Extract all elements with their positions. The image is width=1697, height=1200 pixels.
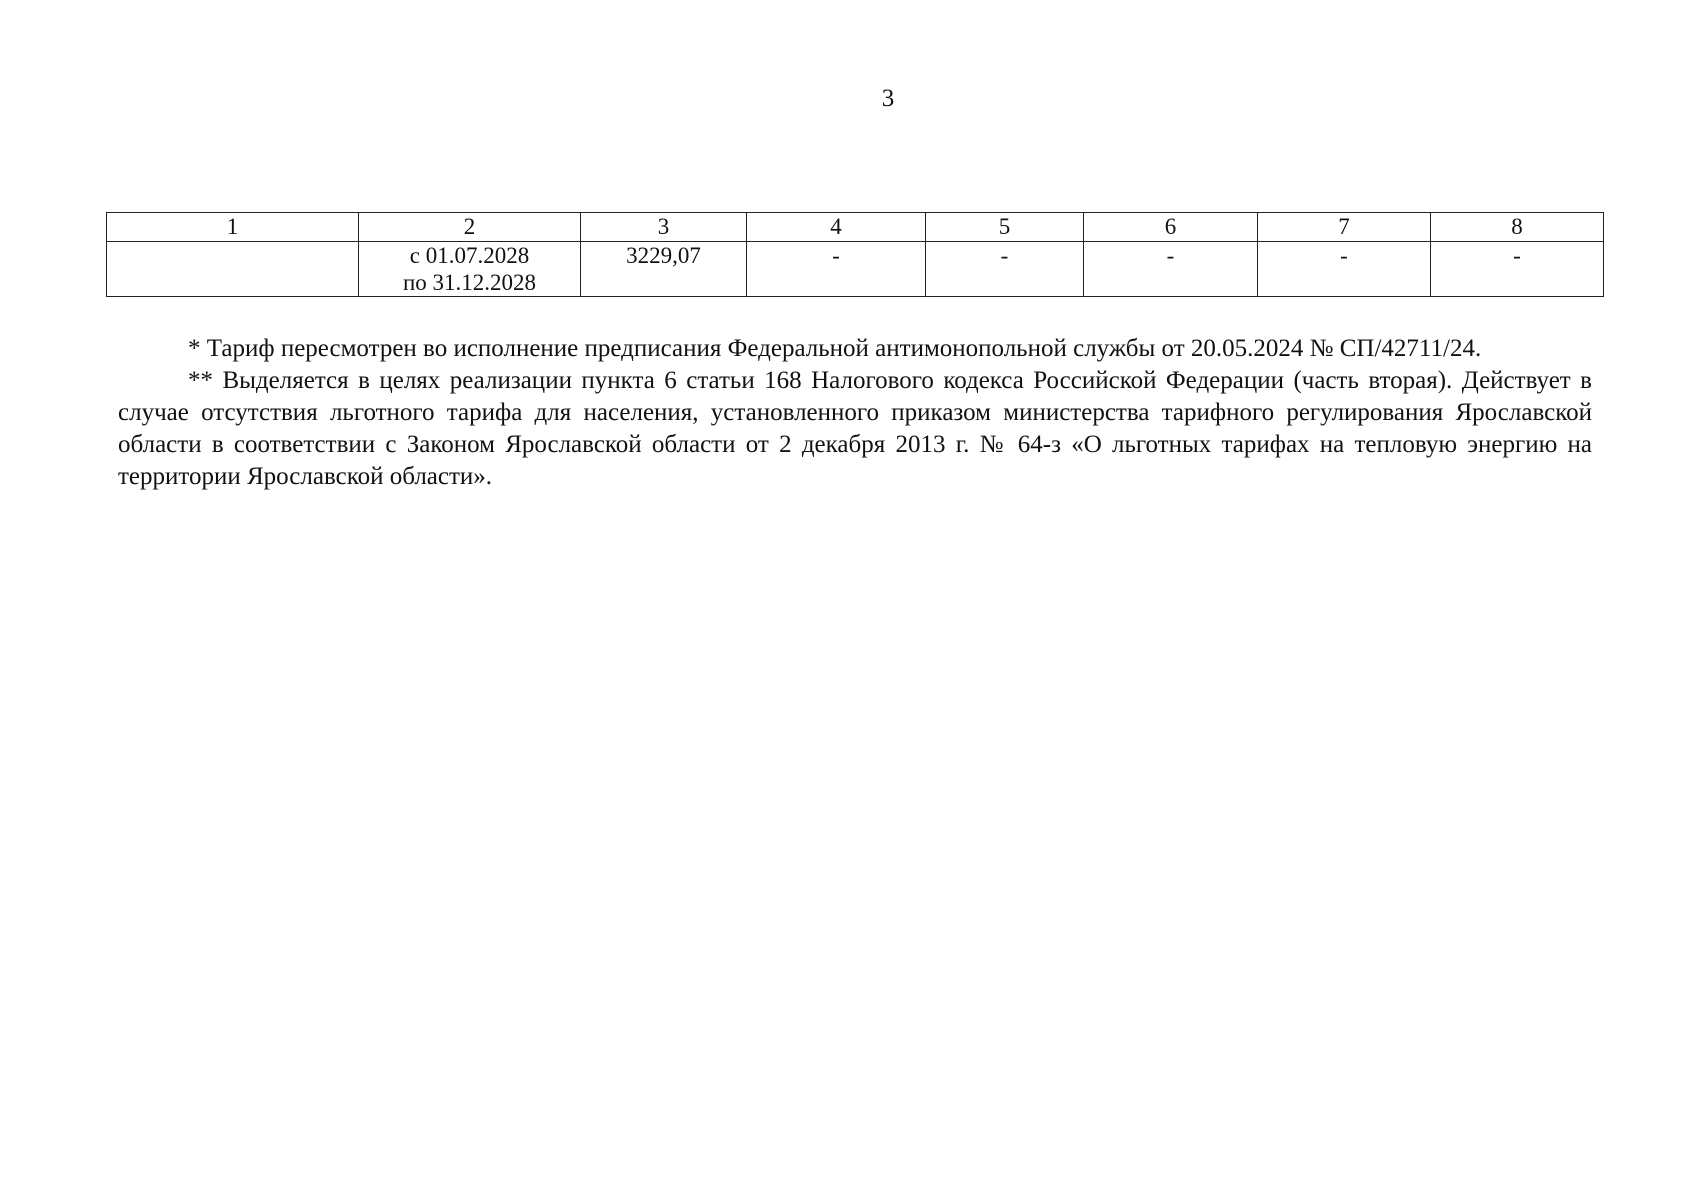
cell-tariff-value: 3229,07 xyxy=(581,242,747,297)
column-number-3: 3 xyxy=(581,213,747,242)
cell-col1 xyxy=(107,242,359,297)
cell-col8: - xyxy=(1431,242,1604,297)
cell-col6: - xyxy=(1084,242,1258,297)
period-to: по 31.12.2028 xyxy=(402,270,537,295)
footnote-1: * Тариф пересмотрен во исполнение предписания Федеральной антимонопольной службы от 20.05.2024 № СП/42711/24. xyxy=(188,335,1482,362)
cell-col5: - xyxy=(926,242,1084,297)
page-number: 3 xyxy=(881,85,895,112)
tariff-table xyxy=(106,212,1604,297)
cell-col7: - xyxy=(1258,242,1431,297)
cell-period xyxy=(359,242,581,297)
table-row xyxy=(107,242,1604,297)
cell-col4: - xyxy=(747,242,926,297)
column-number-5: 5 xyxy=(926,213,1084,242)
column-number-1: 1 xyxy=(107,213,359,242)
column-number-2: 2 xyxy=(359,213,581,242)
column-number-6: 6 xyxy=(1084,213,1258,242)
table-header-row xyxy=(107,213,1604,242)
period-from: с 01.07.2028 xyxy=(409,243,530,268)
footnote-2: ** Выделяется в целях реализации пункта 6 статьи 168 Налогового кодекса Российской Федерации (часть вторая). Действует в случае отсутствия льготного тарифа для населения, установленного приказом министерства тарифного регулирования Ярославской области в соответствии с Законом Ярославской области от 2 декабря 2013 г. № 64-з «О льготных тарифах на тепловую энергию на территории Ярославской области». xyxy=(118,367,1592,490)
column-number-8: 8 xyxy=(1431,213,1604,242)
footnotes xyxy=(118,333,1592,493)
column-number-7: 7 xyxy=(1258,213,1431,242)
column-number-4: 4 xyxy=(747,213,926,242)
